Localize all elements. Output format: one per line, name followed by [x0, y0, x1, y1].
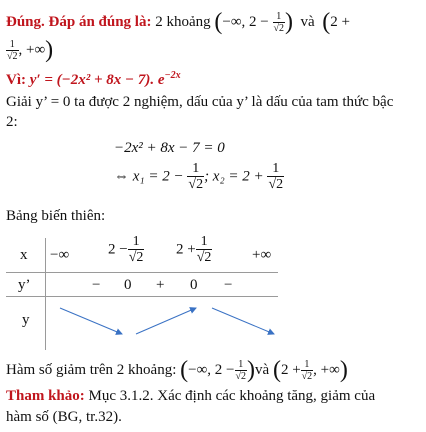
answer-line-1b: [6, 38, 53, 62]
conclusion-conj: và: [255, 362, 270, 378]
conclusion-text: Hàm số giảm trên 2 khoảng:: [6, 362, 177, 378]
derivative-formula: y′ = (−2x² + 8x − 7). e: [29, 72, 165, 88]
root-x1: x₁ = 2 −: [132, 168, 184, 185]
close-paren-2: ): [45, 37, 54, 63]
close-paren: ): [285, 9, 294, 35]
reference-line: [6, 388, 375, 405]
arrow-decrease-2: [212, 308, 274, 334]
equivalent-arrow: ⇔: [114, 168, 129, 185]
quadratic-equation: −2x² + 8x − 7 = 0: [114, 140, 225, 156]
sign-4: 0: [190, 277, 198, 293]
arrow-decrease-1: [60, 308, 122, 334]
solve-line-2: 2:: [6, 114, 18, 130]
reference-text: Mục 3.1.2. Xác định các khoảng tăng, giảm của: [88, 388, 376, 404]
sign-3: +: [156, 277, 165, 293]
reference-line-2: hàm số (BG, tr.32).: [6, 409, 122, 425]
fraction-root1: $\frac{1}{√2}$: [188, 161, 204, 192]
row-x-label: x: [20, 247, 28, 263]
reason-label: Vì:: [6, 72, 26, 88]
interval2-open: 2 +: [330, 14, 350, 30]
answer-line-1: [6, 10, 350, 34]
interval1-lower: −∞, 2 −: [222, 14, 269, 30]
reference-label: Tham khảo:: [6, 388, 85, 404]
row-x-neg-inf: −∞: [50, 247, 70, 263]
answer-text: 2 khoảng: [155, 14, 211, 30]
sign-5: −: [224, 277, 233, 293]
roots-equation: [114, 162, 284, 192]
conclusion-interval2-open: 2 +: [280, 362, 301, 378]
sign-1: −: [92, 277, 101, 293]
row-x-pos-inf: +∞: [252, 247, 272, 263]
row-y-label: y: [22, 312, 30, 328]
conclusion-interval1: −∞, 2 −: [188, 362, 235, 378]
sign-2: 0: [124, 277, 132, 293]
correct-answer-label: Đúng. Đáp án đúng là:: [6, 14, 152, 30]
open-paren: (: [214, 9, 223, 35]
conj-va: và: [300, 14, 315, 30]
interval2-upper: , +∞: [18, 42, 46, 58]
open-paren-2: (: [322, 9, 331, 35]
solve-line: Giải y’ = 0 ta được 2 nghiệm, dấu của y’ là dấu của tam thức bậc: [6, 94, 394, 110]
fraction-root2: $\frac{1}{√2}$: [268, 161, 284, 192]
arrow-increase: [136, 308, 196, 334]
table-title: Bảng biến thiên:: [6, 208, 106, 224]
root-x2: ; x₂ = 2 +: [204, 168, 264, 185]
row-x-root2: 2 + $\frac{1}{√2}$: [176, 234, 212, 265]
conclusion-line: Hàm số giảm trên 2 khoảng: (−∞, 2 − $\frac{1}{√2}$ )và (2 + $\frac{1}{√2}$ , +∞): [6, 357, 348, 383]
variation-arrows: [46, 300, 278, 350]
fraction-1-over-sqrt2: $\frac{1}{√2}$: [273, 10, 285, 34]
table-rule-1: [6, 272, 278, 273]
reason-line: [6, 70, 181, 89]
derivative-exponent: −2x: [164, 70, 181, 81]
row-dy-label: y’: [18, 277, 31, 293]
fraction-1-over-sqrt2-b: $\frac{1}{√2}$: [7, 38, 18, 62]
row-x-root1: 2 − $\frac{1}{√2}$: [108, 234, 144, 265]
conclusion-interval2-upper: , +∞: [313, 362, 340, 378]
table-rule-2: [6, 296, 278, 297]
